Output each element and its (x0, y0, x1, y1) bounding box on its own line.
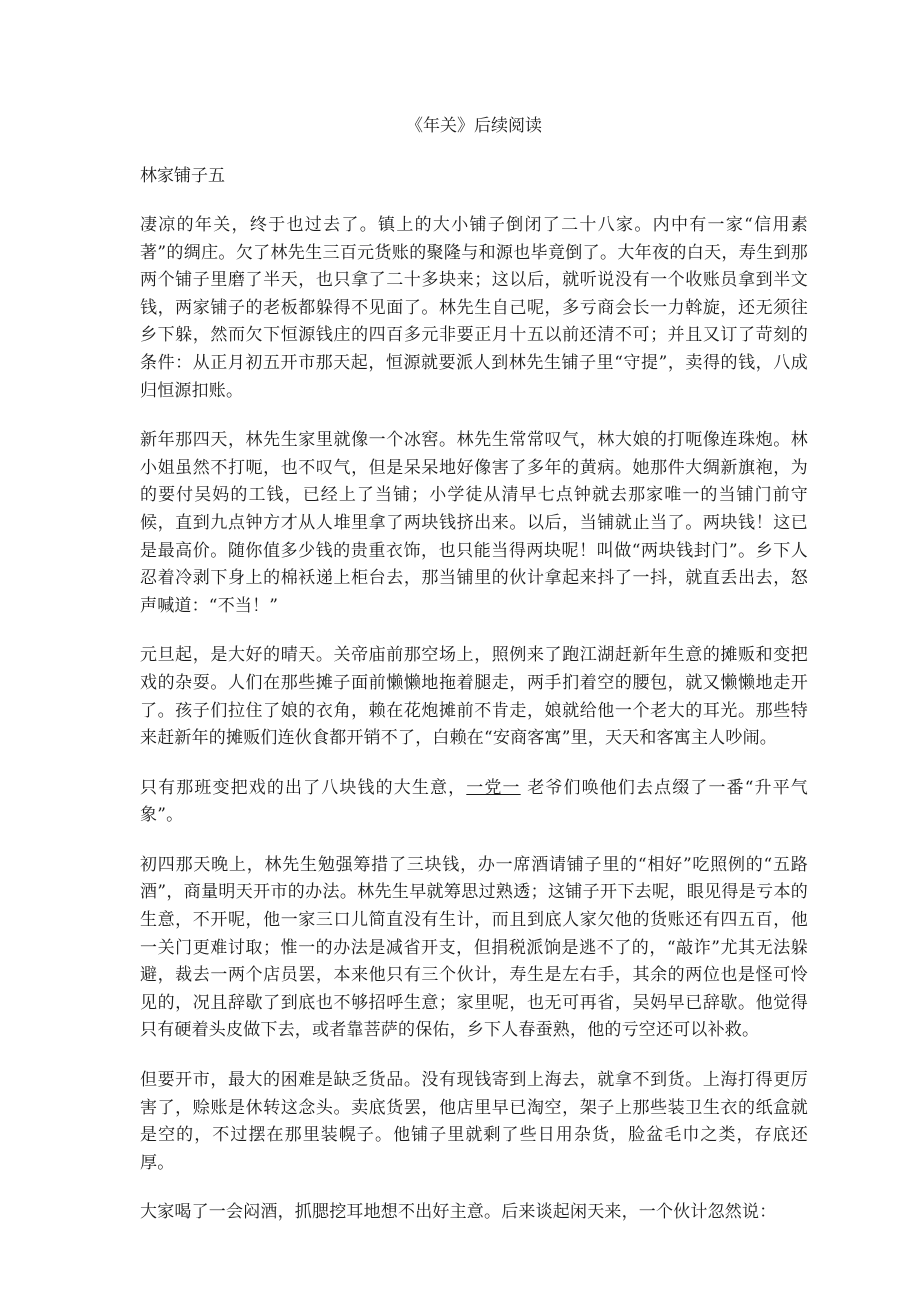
paragraph: 大家喝了一会闷酒，抓腮挖耳地想不出好主意。后来谈起闲天来，一个伙计忽然说： (140, 1202, 777, 1223)
chapter-heading: 林家铺子五 (140, 166, 225, 186)
paragraph: 元旦起，是大好的晴天。关帝庙前那空场上，照例来了跑江湖赶新年生意的摊贩和变把戏的杂耍。人们在那些摊子面前懒懒地拖着腿走，两手扪着空的腰包，就又懒懒地走开了。孩子们拉住了娘的衣角，赖在花炮摊前不肯走，娘就给他一个老大的耳光。那些特来赶新年的摊贩们连伙食都开销不了，白赖在“安商客寓”里，天天和客寓主人吵闹。 (140, 645, 808, 749)
paragraph-text: 只有那班变把戏的出了八块钱的大生意， (140, 777, 467, 798)
paragraph: 初四那天晚上，林先生勉强筹措了三块钱，办一席酒请铺子里的“相好”吃照例的“五路酒”，商量明天开市的办法。林先生早就筹思过熟透；这铺子开下去呢，眼见得是亏本的生意，不开呢，他一家三口儿简直没有生计，而且到底人家欠他的货账还有四五百，他一关门更难讨取；惟一的办法是减省开支，但捐税派饷是逃不了的，“敲诈”尤其无法躲避，裁去一两个店员罢，本来他只有三个伙计，寿生是左右手，其余的两位也是怪可怜见的，况且辞歇了到底也不够招呼生意；家里呢，也无可再省，吴妈早已辞歇。他觉得只有硬着头皮做下去，或者靠菩萨的保佑，乡下人春蚕熟，他的亏空还可以补救。 (140, 854, 808, 1041)
paragraph: 新年那四天，林先生家里就像一个冰窖。林先生常常叹气，林大娘的打呃像连珠炮。林小姐虽然不打呃，也不叹气，但是呆呆地好像害了多年的黄病。她那件大绸新旗袍，为的要付吴妈的工钱，已经上了当铺；小学徒从清早七点钟就去那家唯一的当铺门前守候，直到九点钟方才从人堆里拿了两块钱挤出来。以后，当铺就止当了。两块钱！这已是最高价。随你值多少钱的贵重衣饰，也只能当得两块呢！叫做“两块钱封门”。乡下人忍着冷剥下身上的棉袄递上柜台去，那当铺里的伙计拿起来抖了一抖，就直丢出去，怒声喊道：“不当！” (140, 430, 808, 616)
paragraph-text: 老爷们唤他们去点缀了一番“升平气象”。 (140, 777, 808, 826)
paragraph: 凄凉的年关，终于也过去了。镇上的大小铺子倒闭了二十八家。内中有一家“信用素著”的绸庄。欠了林先生三百元货账的聚隆与和源也毕竟倒了。大年夜的白天，寿生到那两个铺子里磨了半天，也只拿了二十多块来；这以后，就听说没有一个收账员拿到半文钱，两家铺子的老板都躲得不见面了。林先生自己呢，多亏商会长一力斡旋，还无须往乡下躲，然而欠下恒源钱庄的四百多元非要正月十五以前还清不可；并且又订了苛刻的条件：从正月初五开市那天起，恒源就要派人到林先生铺子里“守提”，卖得的钱，八成归恒源扣账。 (140, 215, 808, 401)
paragraph (140, 775, 808, 830)
paragraph: 但要开市，最大的困难是缺乏货品。没有现钱寄到上海去，就拿不到货。上海打得更厉害了，赊账是休转这念头。卖底货罢，他店里早已淘空，架子上那些装卫生衣的纸盒就是空的，不过摆在那里装幌子。他铺子里就剩了些日用杂货，脸盆毛巾之类，存底还厚。 (140, 1070, 808, 1173)
document-page (140, 112, 808, 1249)
underlined-text: 一党一 (466, 777, 521, 798)
document-title: 《年关》后续阅读 (406, 116, 542, 136)
